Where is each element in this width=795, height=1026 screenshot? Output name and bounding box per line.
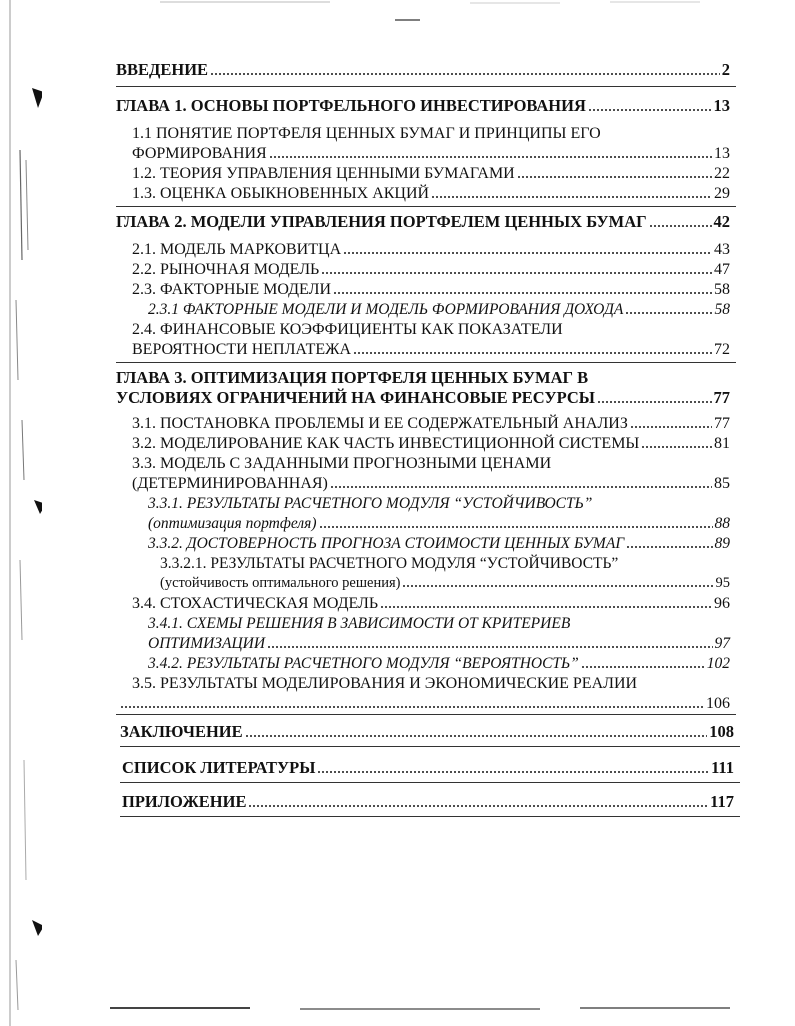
toc-entry-3-1[interactable] bbox=[132, 416, 730, 432]
toc-entry-3-3-1-line1: 3.3.1. РЕЗУЛЬТАТЫ РАСЧЕТНОГО МОДУЛЯ “УСТОЙЧИВОСТЬ” bbox=[148, 495, 593, 512]
leader-dots bbox=[317, 770, 709, 774]
page-number: 58 bbox=[714, 281, 730, 298]
toc-entry-2-4[interactable] bbox=[132, 342, 730, 358]
entry-title: СПИСОК ЛИТЕРАТУРЫ bbox=[122, 758, 316, 777]
entry-title: ПРИЛОЖЕНИЕ bbox=[122, 792, 247, 811]
leader-dots bbox=[321, 271, 712, 275]
page-number: 89 bbox=[714, 535, 730, 552]
page-number: 96 bbox=[714, 595, 730, 612]
leader-dots bbox=[641, 445, 712, 449]
toc-entry-intro[interactable] bbox=[116, 62, 730, 79]
toc-entry-3-3-2-1-line1: 3.3.2.1. РЕЗУЛЬТАТЫ РАСЧЕТНОГО МОДУЛЯ “УСТОЙЧИВОСТЬ” bbox=[160, 555, 619, 572]
divider bbox=[120, 746, 740, 747]
leader-dots bbox=[517, 175, 712, 179]
entry-title: 3.3.2. ДОСТОВЕРНОСТЬ ПРОГНОЗА СТОИМОСТИ ЦЕННЫХ БУМАГ bbox=[148, 535, 625, 552]
leader-dots bbox=[588, 108, 712, 112]
entry-title: ОПТИМИЗАЦИИ bbox=[148, 635, 266, 652]
page-number: 117 bbox=[710, 792, 734, 811]
entry-title: 3.4.2. РЕЗУЛЬТАТЫ РАСЧЕТНОГО МОДУЛЯ “ВЕРОЯТНОСТЬ” bbox=[148, 655, 579, 672]
leader-dots bbox=[333, 291, 712, 295]
entry-title: ВВЕДЕНИЕ bbox=[116, 60, 209, 79]
page-number: 97 bbox=[714, 635, 730, 652]
toc-entry-references[interactable] bbox=[122, 760, 734, 777]
toc-entry-chapter-1[interactable] bbox=[116, 98, 730, 115]
entry-title: 3.2. МОДЕЛИРОВАНИЕ КАК ЧАСТЬ ИНВЕСТИЦИОННОЙ СИСТЕМЫ bbox=[132, 435, 640, 452]
toc-entry-3-4-2[interactable] bbox=[148, 656, 730, 672]
toc-entry-2-2[interactable] bbox=[132, 262, 730, 278]
toc-entry-3-3-1[interactable] bbox=[148, 516, 730, 532]
leader-dots bbox=[248, 804, 708, 808]
page-number: 77 bbox=[713, 388, 730, 407]
toc-entry-chapter-3-line1: ГЛАВА 3. ОПТИМИЗАЦИЯ ПОРТФЕЛЯ ЦЕННЫХ БУМАГ В bbox=[116, 368, 589, 387]
leader-dots bbox=[625, 311, 712, 315]
entry-title: 2.3.1 ФАКТОРНЫЕ МОДЕЛИ И МОДЕЛЬ ФОРМИРОВАНИЯ ДОХОДА bbox=[148, 301, 624, 318]
toc-entry-3-4[interactable] bbox=[132, 596, 730, 612]
page-number: 47 bbox=[714, 261, 730, 278]
leader-dots bbox=[269, 155, 712, 159]
leader-dots bbox=[210, 72, 720, 76]
page-number: 77 bbox=[714, 415, 730, 432]
toc-entry-appendix[interactable] bbox=[122, 794, 734, 811]
page-number: 102 bbox=[706, 655, 730, 672]
toc-entry-2-1[interactable] bbox=[132, 242, 730, 258]
page-number: 108 bbox=[709, 722, 734, 741]
toc-entry-1-1[interactable] bbox=[132, 146, 730, 162]
entry-title: ВЕРОЯТНОСТИ НЕПЛАТЕЖА bbox=[132, 341, 352, 358]
toc-entry-3-4-1[interactable] bbox=[148, 636, 730, 652]
page-number: 22 bbox=[714, 165, 730, 182]
entry-title: ГЛАВА 1. ОСНОВЫ ПОРТФЕЛЬНОГО ИНВЕСТИРОВАНИЯ bbox=[116, 96, 586, 115]
entry-title: 1.3. ОЦЕНКА ОБЫКНОВЕННЫХ АКЦИЙ bbox=[132, 185, 430, 202]
page-number: 13 bbox=[713, 96, 730, 115]
toc-entry-1-3[interactable] bbox=[132, 186, 730, 202]
toc-entry-3-4-1-line1: 3.4.1. СХЕМЫ РЕШЕНИЯ В ЗАВИСИМОСТИ ОТ КРИТЕРИЕВ bbox=[148, 615, 571, 632]
page-number: 72 bbox=[714, 341, 730, 358]
entry-title: (устойчивость оптимального решения) bbox=[160, 575, 401, 591]
leader-dots bbox=[630, 425, 712, 429]
divider bbox=[116, 86, 736, 87]
toc-entry-2-3-1[interactable] bbox=[148, 302, 730, 318]
page-number: 42 bbox=[713, 212, 730, 231]
entry-title: УСЛОВИЯХ ОГРАНИЧЕНИЙ НА ФИНАНСОВЫЕ РЕСУРСЫ bbox=[116, 388, 596, 407]
toc-entry-3-3-2[interactable] bbox=[148, 536, 730, 552]
entry-title: 2.2. РЫНОЧНАЯ МОДЕЛЬ bbox=[132, 261, 320, 278]
leader-dots bbox=[267, 645, 712, 649]
page-number: 13 bbox=[714, 145, 730, 162]
divider bbox=[120, 782, 740, 783]
page-number: 85 bbox=[714, 475, 730, 492]
toc-entry-3-2[interactable] bbox=[132, 436, 730, 452]
leader-dots bbox=[353, 351, 712, 355]
toc-entry-1-1-line1: 1.1 ПОНЯТИЕ ПОРТФЕЛЯ ЦЕННЫХ БУМАГ И ПРИНЦИПЫ ЕГО bbox=[132, 125, 601, 142]
entry-title: 1.2. ТЕОРИЯ УПРАВЛЕНИЯ ЦЕННЫМИ БУМАГАМИ bbox=[132, 165, 515, 182]
page-number: 106 bbox=[706, 695, 730, 712]
entry-title: 2.3. ФАКТОРНЫЕ МОДЕЛИ bbox=[132, 281, 332, 298]
divider bbox=[116, 362, 736, 363]
leader-dots bbox=[330, 485, 712, 489]
entry-title: ЗАКЛЮЧЕНИЕ bbox=[120, 722, 243, 741]
divider bbox=[116, 714, 736, 715]
toc-entry-2-4-line1: 2.4. ФИНАНСОВЫЕ КОЭФФИЦИЕНТЫ КАК ПОКАЗАТЕЛИ bbox=[132, 321, 563, 338]
page-number: 43 bbox=[714, 241, 730, 258]
leader-dots bbox=[343, 251, 712, 255]
entry-title: ГЛАВА 2. МОДЕЛИ УПРАВЛЕНИЯ ПОРТФЕЛЕМ ЦЕННЫХ БУМАГ bbox=[116, 212, 647, 231]
leader-dots bbox=[120, 705, 704, 709]
page-number: 58 bbox=[714, 301, 730, 318]
toc-entry-3-3[interactable] bbox=[132, 476, 730, 492]
leader-dots bbox=[597, 400, 711, 404]
page-number: 95 bbox=[715, 575, 730, 591]
toc-entry-3-3-line1: 3.3. МОДЕЛЬ С ЗАДАННЫМИ ПРОГНОЗНЫМИ ЦЕНАМИ bbox=[132, 455, 552, 472]
leader-dots bbox=[319, 525, 713, 529]
leader-dots bbox=[245, 734, 708, 738]
toc-entry-1-2[interactable] bbox=[132, 166, 730, 182]
entry-title: ФОРМИРОВАНИЯ bbox=[132, 145, 267, 162]
toc-entry-3-5-line1: 3.5. РЕЗУЛЬТАТЫ МОДЕЛИРОВАНИЯ И ЭКОНОМИЧЕСКИЕ РЕАЛИИ bbox=[132, 675, 638, 692]
entry-title: (ДЕТЕРМИНИРОВАННАЯ) bbox=[132, 475, 328, 492]
leader-dots bbox=[649, 224, 712, 228]
page-number: 88 bbox=[714, 515, 730, 532]
page-number: 111 bbox=[711, 758, 734, 777]
leader-dots bbox=[380, 605, 712, 609]
page-number: 2 bbox=[721, 60, 730, 79]
leader-dots bbox=[402, 584, 713, 588]
leader-dots bbox=[581, 665, 705, 669]
page-number: 29 bbox=[714, 185, 730, 202]
leader-dots bbox=[626, 545, 712, 549]
entry-title: 3.1. ПОСТАНОВКА ПРОБЛЕМЫ И ЕЕ СОДЕРЖАТЕЛЬНЫЙ АНАЛИЗ bbox=[132, 415, 628, 432]
toc-entry-conclusion[interactable] bbox=[120, 724, 734, 741]
toc-entry-3-5[interactable] bbox=[118, 696, 730, 712]
entry-title: 2.1. МОДЕЛЬ МАРКОВИТЦА bbox=[132, 241, 342, 258]
toc-entry-chapter-3[interactable] bbox=[116, 390, 730, 407]
entry-title: 3.4. СТОХАСТИЧЕСКАЯ МОДЕЛЬ bbox=[132, 595, 379, 612]
entry-title: (оптимизация портфеля) bbox=[148, 515, 317, 532]
divider bbox=[120, 816, 740, 817]
toc-entry-3-3-2-1[interactable] bbox=[160, 576, 730, 591]
toc-entry-2-3[interactable] bbox=[132, 282, 730, 298]
divider bbox=[116, 206, 736, 207]
leader-dots bbox=[431, 195, 712, 199]
toc-entry-chapter-2[interactable] bbox=[116, 214, 730, 231]
page-number: 81 bbox=[714, 435, 730, 452]
